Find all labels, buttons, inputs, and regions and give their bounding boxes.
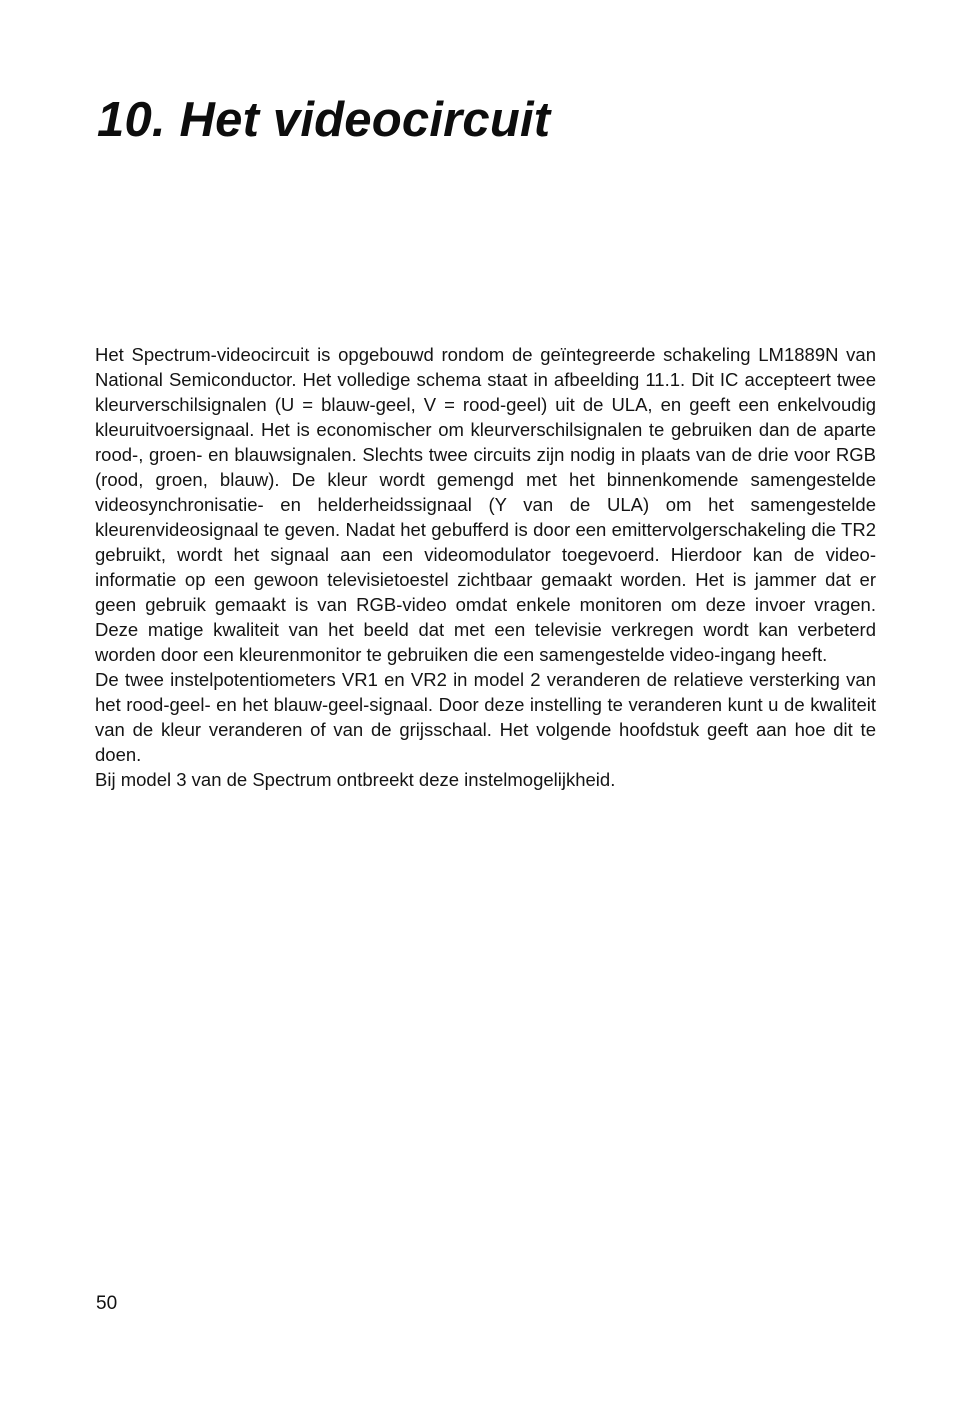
chapter-title: 10. Het videocircuit [97,93,551,147]
paragraph-videocircuit-description: Het Spectrum-videocircuit is opgebouwd rondom de geïntegreerde schakeling LM1889N van National Semiconductor. Het volledige schema staat in afbeelding 11.1. Dit IC accepteert twee kleurverschilsignalen (U = blauw-geel, V = rood-geel) uit de ULA, en geeft een enkelvoudig kleuruitvoersignaal. Het is economischer om kleurverschilsignalen te gebruiken dan de aparte rood-, groen- en blauwsignalen. Slechts twee circuits zijn nodig in plaats van de drie voor RGB (rood, groen, blauw). De kleur wordt gemengd met het binnenkomende samengestelde videosynchronisatie- en helderheidssignaal (Y van de ULA) om het samengestelde kleurenvideosignaal te geven. Nadat het gebufferd is door een emittervolgerschakeling die TR2 gebruikt, wordt het signaal aan een videomodulator toegevoerd. Hierdoor kan de video-informatie op een gewoon televisietoestel zichtbaar gemaakt worden. Het is jammer dat er geen gebruik gemaakt is van RGB-video omdat enkele monitoren om deze invoer vragen. Deze matige kwaliteit van het beeld dat met een televisie verkregen wordt kan verbeterd worden door een kleurenmonitor te gebruiken die een samengestelde video-ingang heeft. [95,344,876,665]
body-text [95,342,876,792]
paragraph-model-3-note: Bij model 3 van de Spectrum ontbreekt deze instelmogelijkheid. [95,769,616,790]
page-number: 50 [96,1293,118,1314]
paragraph-trimmer-potentiometers: De twee instelpotentiometers VR1 en VR2 in model 2 veranderen de relatieve versterking van het rood-geel- en het blauw-geel-signaal. Door deze instelling te veranderen kunt u de kwaliteit van de kleur veranderen of van de grijsschaal. Het volgende hoofdstuk geeft aan hoe dit te doen. [95,669,876,765]
